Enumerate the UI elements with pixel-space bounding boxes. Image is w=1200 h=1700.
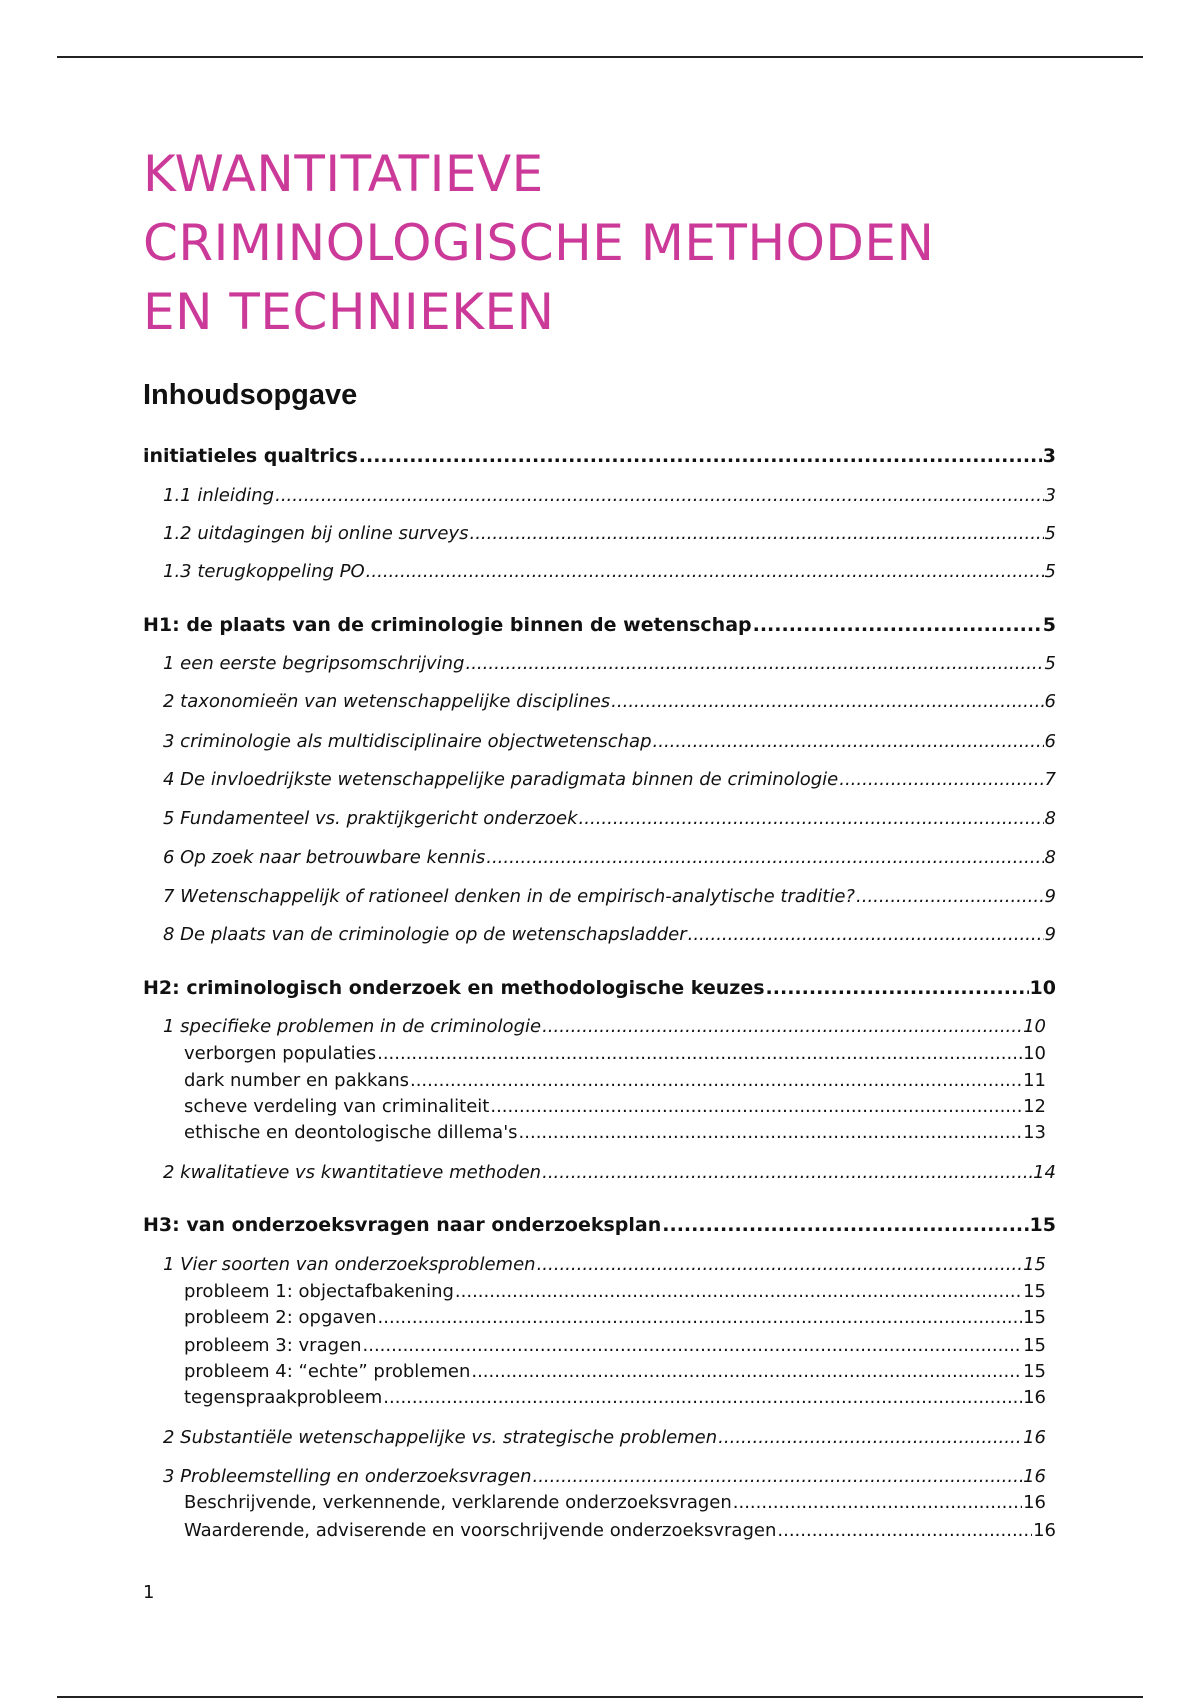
toc-leader-dots <box>363 1333 1023 1359</box>
toc-entry-page: 8 <box>1044 847 1056 868</box>
toc-leader-dots <box>455 1279 1022 1305</box>
toc-entry-subsection[interactable] <box>184 1359 1046 1385</box>
toc-leader-dots <box>777 1518 1032 1544</box>
toc-entry-page: 14 <box>1033 1162 1056 1183</box>
page-number: 1 <box>143 1582 155 1603</box>
toc-leader-dots <box>839 767 1043 793</box>
toc-entry-page: 15 <box>1023 1254 1046 1275</box>
toc-entry-label: probleem 2: opgaven <box>184 1307 377 1328</box>
toc-entry-label: Beschrijvende, verkennende, verklarende onderzoeksvragen <box>184 1492 732 1513</box>
toc-entry-label: 4 De invloedrijkste wetenschappelijke paradigmata binnen de criminologie <box>163 769 839 790</box>
toc-entry-page: 7 <box>1044 769 1056 790</box>
toc-entry-label: 2 Substantiële wetenschappelijke vs. strategische problemen <box>163 1427 718 1448</box>
toc-entry-section[interactable] <box>163 1014 1046 1040</box>
toc-leader-dots <box>486 845 1043 871</box>
toc-entry-label: 1.2 uitdagingen bij online surveys <box>163 523 469 544</box>
title-line-1: KWANTITATIEVE <box>143 145 544 203</box>
toc-entry-label: probleem 1: objectafbakening <box>184 1281 454 1302</box>
toc-entry-label: ethische en deontologische dillema's <box>184 1122 518 1143</box>
toc-entry-label: H3: van onderzoeksvragen naar onderzoeksplan <box>143 1214 662 1236</box>
toc-entry-page: 16 <box>1023 1427 1046 1448</box>
toc-entry-subsection[interactable] <box>184 1305 1046 1331</box>
toc-entry-section[interactable] <box>163 922 1056 948</box>
toc-entry-label: H1: de plaats van de criminologie binnen de wetenschap <box>143 614 752 636</box>
toc-entry-label: 3 criminologie als multidisciplinaire objectwetenschap <box>163 731 652 752</box>
toc-leader-dots <box>542 1160 1032 1186</box>
toc-entry-page: 16 <box>1023 1387 1046 1408</box>
toc-leader-dots <box>519 1120 1023 1146</box>
toc-entry-page: 11 <box>1023 1070 1046 1091</box>
toc-leader-dots <box>465 651 1043 677</box>
toc-entry-label: 7 Wetenschappelijk of rationeel denken in de empirisch-analytische traditie? <box>163 886 855 907</box>
toc-entry-label: 6 Op zoek naar betrouwbare kennis <box>163 847 486 868</box>
toc-leader-dots <box>490 1094 1022 1120</box>
title-line-2: CRIMINOLOGISCHE METHODEN <box>143 214 935 272</box>
toc-leader-dots <box>766 975 1029 1001</box>
toc-entry-chapter[interactable] <box>143 612 1056 638</box>
toc-entry-label: dark number en pakkans <box>184 1070 409 1091</box>
toc-entry-page: 5 <box>1044 523 1056 544</box>
toc-entry-page: 13 <box>1023 1122 1046 1143</box>
toc-leader-dots <box>579 806 1044 832</box>
toc-entry-page: 15 <box>1023 1307 1046 1328</box>
toc-entry-section[interactable] <box>163 651 1056 677</box>
toc-entry-page: 16 <box>1023 1466 1046 1487</box>
toc-leader-dots <box>662 1212 1028 1238</box>
toc-entry-label: 3 Probleemstelling en onderzoeksvragen <box>163 1466 532 1487</box>
toc-entry-page: 9 <box>1044 886 1056 907</box>
toc-entry-label: H2: criminologisch onderzoek en methodologische keuzes <box>143 977 765 999</box>
toc-entry-chapter[interactable] <box>143 443 1056 469</box>
toc-entry-page: 10 <box>1029 977 1056 999</box>
toc-leader-dots <box>537 1252 1023 1278</box>
toc-entry-page: 5 <box>1044 561 1056 582</box>
toc-leader-dots <box>611 689 1043 715</box>
toc-entry-section[interactable] <box>163 559 1056 585</box>
toc-entry-subsection[interactable] <box>184 1068 1046 1094</box>
toc-entry-label: initiatieles qualtrics <box>143 445 358 467</box>
toc-leader-dots <box>688 922 1044 948</box>
toc-entry-section[interactable] <box>163 845 1056 871</box>
toc-leader-dots <box>469 521 1043 547</box>
toc-entry-page: 16 <box>1033 1520 1056 1541</box>
toc-entry-label: scheve verdeling van criminaliteit <box>184 1096 490 1117</box>
toc-entry-label: 2 kwalitatieve vs kwantitatieve methoden <box>163 1162 542 1183</box>
toc-entry-section[interactable] <box>163 729 1056 755</box>
toc-entry-label: 1.3 terugkoppeling PO <box>163 561 365 582</box>
toc-entry-chapter[interactable] <box>143 975 1056 1001</box>
toc-entry-section[interactable] <box>163 689 1056 715</box>
toc-entry-page: 15 <box>1023 1281 1046 1302</box>
toc-entry-label: 5 Fundamenteel vs. praktijkgericht onderzoek <box>163 808 578 829</box>
toc-leader-dots <box>366 559 1044 585</box>
toc-entry-subsection[interactable] <box>184 1041 1046 1067</box>
toc-entry-label: 1 Vier soorten van onderzoeksproblemen <box>163 1254 536 1275</box>
toc-leader-dots <box>410 1068 1022 1094</box>
footer-rule <box>57 1696 1143 1698</box>
toc-entry-label: 8 De plaats van de criminologie op de wetenschapsladder <box>163 924 687 945</box>
toc-entry-subsection[interactable] <box>184 1279 1046 1305</box>
toc-entry-label: 1.1 inleiding <box>163 485 275 506</box>
toc-entry-page: 10 <box>1023 1016 1046 1037</box>
toc-entry-section[interactable] <box>163 884 1056 910</box>
toc-leader-dots <box>653 729 1044 755</box>
toc-entry-section[interactable] <box>163 806 1056 832</box>
toc-entry-page: 6 <box>1044 691 1056 712</box>
toc-entry-label: tegenspraakprobleem <box>184 1387 383 1408</box>
toc-heading: Inhoudsopgave <box>143 379 358 411</box>
toc-leader-dots <box>532 1464 1022 1490</box>
toc-leader-dots <box>377 1041 1022 1067</box>
toc-entry-section[interactable] <box>163 1464 1046 1490</box>
toc-leader-dots <box>383 1385 1022 1411</box>
toc-entry-page: 12 <box>1023 1096 1046 1117</box>
toc-entry-subsection[interactable] <box>184 1385 1046 1411</box>
toc-leader-dots <box>718 1425 1022 1451</box>
toc-entry-subsection[interactable] <box>184 1094 1046 1120</box>
toc-entry-page: 15 <box>1023 1335 1046 1356</box>
toc-entry-subsection[interactable] <box>184 1490 1046 1516</box>
toc-entry-label: probleem 3: vragen <box>184 1335 362 1356</box>
toc-leader-dots <box>359 443 1042 469</box>
toc-leader-dots <box>471 1359 1022 1385</box>
toc-leader-dots <box>275 483 1043 509</box>
toc-entry-section[interactable] <box>163 767 1056 793</box>
toc-entry-page: 8 <box>1044 808 1056 829</box>
toc-entry-page: 3 <box>1044 485 1056 506</box>
toc-entry-page: 5 <box>1044 653 1056 674</box>
toc-entry-page: 16 <box>1023 1492 1046 1513</box>
toc-entry-label: 1 een eerste begripsomschrijving <box>163 653 465 674</box>
toc-leader-dots <box>856 884 1044 910</box>
toc-entry-page: 10 <box>1023 1043 1046 1064</box>
toc-entry-section[interactable] <box>163 483 1056 509</box>
toc-entry-label: Waarderende, adviserende en voorschrijvende onderzoeksvragen <box>184 1520 777 1541</box>
toc-entry-section[interactable] <box>163 521 1056 547</box>
toc-entry-subsection[interactable] <box>184 1333 1046 1359</box>
toc-leader-dots <box>733 1490 1022 1516</box>
toc-leader-dots <box>753 612 1042 638</box>
toc-entry-section[interactable] <box>163 1425 1046 1451</box>
toc-leader-dots <box>542 1014 1022 1040</box>
toc-entry-page: 15 <box>1023 1361 1046 1382</box>
toc-entry-label: verborgen populaties <box>184 1043 377 1064</box>
toc-entry-label: 1 specifieke problemen in de criminologie <box>163 1016 542 1037</box>
title-line-3: EN TECHNIEKEN <box>143 283 555 341</box>
toc-entry-section[interactable] <box>163 1160 1056 1186</box>
toc-entry-section[interactable] <box>163 1252 1046 1278</box>
toc-entry-chapter[interactable] <box>143 1212 1056 1238</box>
toc-entry-page: 5 <box>1042 614 1056 636</box>
toc-entry-subsection[interactable] <box>184 1518 1056 1544</box>
toc-entry-page: 15 <box>1029 1214 1056 1236</box>
toc-entry-label: probleem 4: “echte” problemen <box>184 1361 471 1382</box>
toc-leader-dots <box>378 1305 1023 1331</box>
toc-entry-page: 6 <box>1044 731 1056 752</box>
toc-entry-page: 9 <box>1044 924 1056 945</box>
toc-entry-page: 3 <box>1042 445 1056 467</box>
toc-entry-label: 2 taxonomieën van wetenschappelijke disciplines <box>163 691 611 712</box>
toc-entry-subsection[interactable] <box>184 1120 1046 1146</box>
